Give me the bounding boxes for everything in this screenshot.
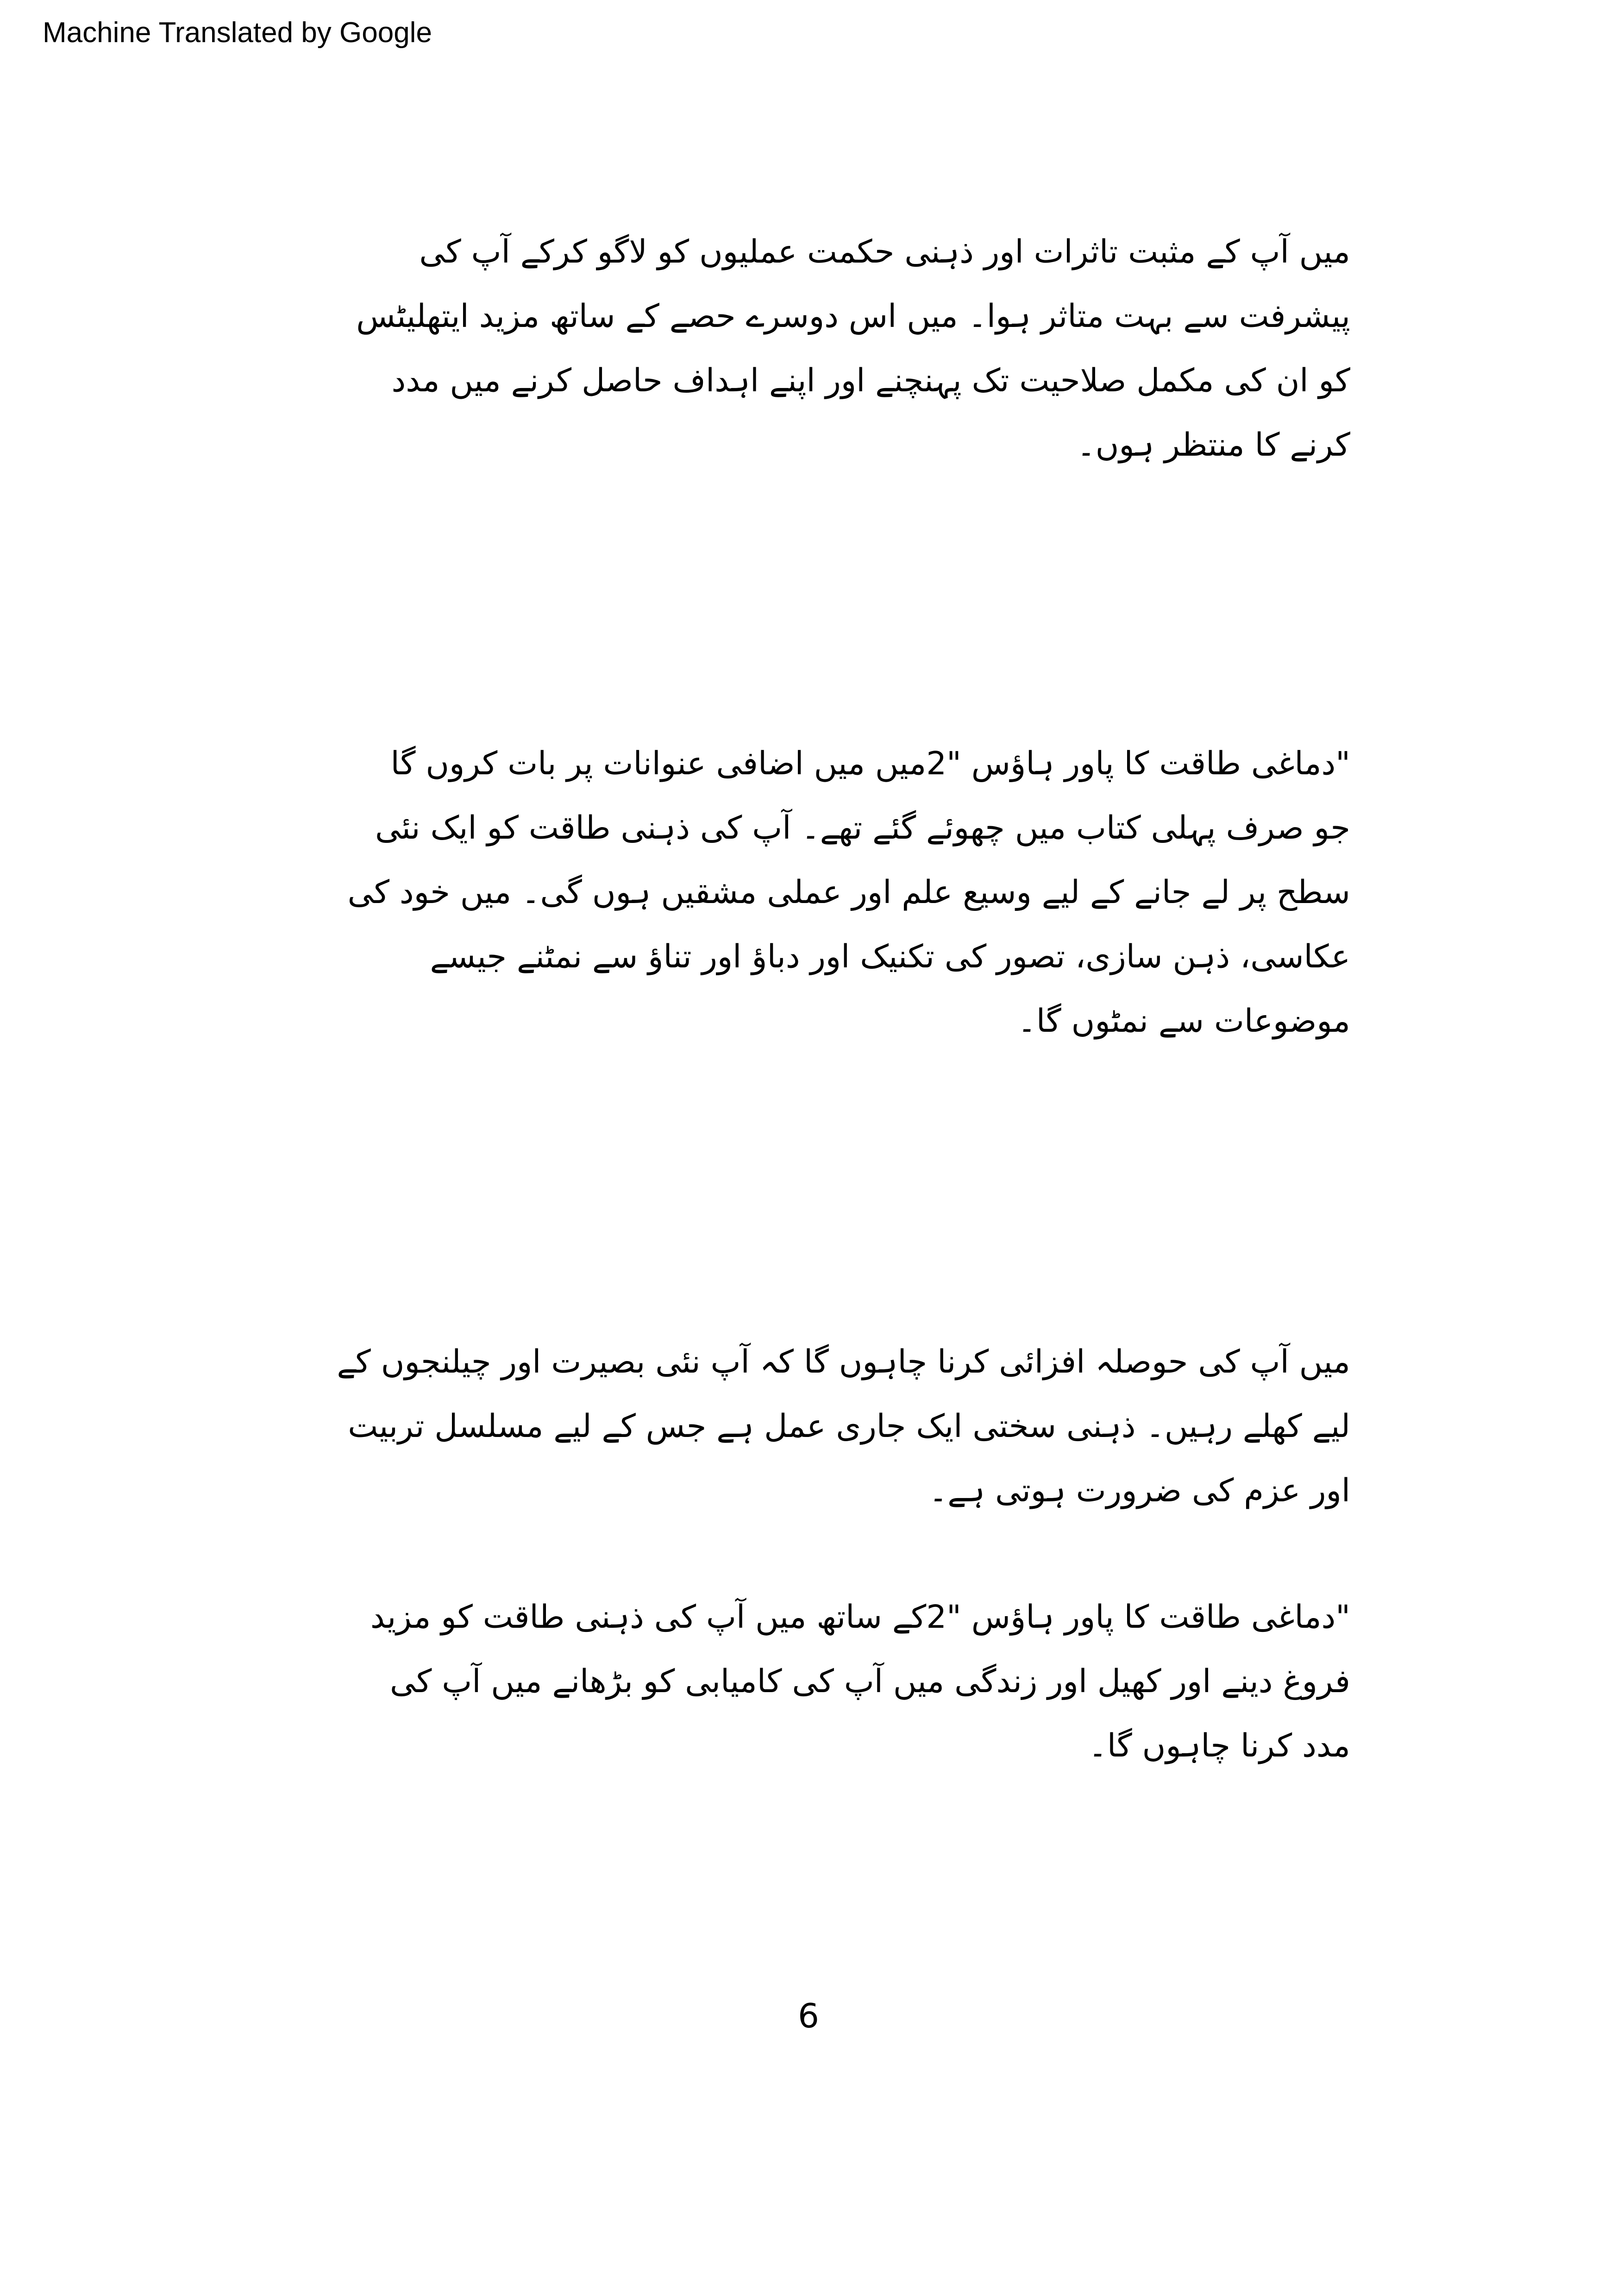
paragraph-line: "دماغی طاقت کا پاور ہاؤس "2میں میں اضافی عنوانات پر بات کروں گا xyxy=(390,745,1350,782)
paragraph-line: موضوعات سے نمٹوں گا۔ xyxy=(1017,1003,1350,1040)
paragraph-line: سطح پر لے جانے کے لیے وسیع علم اور عملی مشقیں ہوں گی۔ میں خود کی xyxy=(347,874,1350,911)
paragraph-line: جو صرف پہلی کتاب میں چھوئے گئے تھے۔ آپ کی ذہنی طاقت کو ایک نئی xyxy=(375,809,1350,847)
paragraph-line: "دماغی طاقت کا پاور ہاؤس "2کے ساتھ میں آپ کی ذہنی طاقت کو مزید xyxy=(370,1599,1350,1636)
paragraph-4 xyxy=(239,1585,1350,1778)
paragraph-line: مدد کرنا چاہوں گا۔ xyxy=(1088,1727,1350,1764)
paragraph-line: اور عزم کی ضرورت ہوتی ہے۔ xyxy=(928,1472,1350,1509)
paragraph-3 xyxy=(239,1330,1350,1523)
paragraph-line: لیے کھلے رہیں۔ ذہنی سختی ایک جاری عمل ہے جس کے لیے مسلسل تربیت xyxy=(348,1408,1350,1445)
paragraph-2 xyxy=(239,732,1350,1054)
paragraph-line: میں آپ کی حوصلہ افزائی کرنا چاہوں گا کہ آپ نئی بصیرت اور چیلنجوں کے xyxy=(337,1343,1350,1380)
paragraph-1 xyxy=(239,220,1350,477)
paragraph-line: میں آپ کے مثبت تاثرات اور ذہنی حکمت عملیوں کو لاگو کرکے آپ کی xyxy=(419,233,1350,270)
paragraph-line: کو ان کی مکمل صلاحیت تک پہنچنے اور اپنے اہداف حاصل کرنے میں مدد xyxy=(391,362,1350,399)
page-number: 6 xyxy=(798,1996,819,2035)
paragraph-line: کرنے کا منتظر ہوں۔ xyxy=(1077,427,1350,464)
paragraph-line: فروغ دینے اور کھیل اور زندگی میں آپ کی کامیابی کو بڑھانے میں آپ کی xyxy=(389,1663,1350,1700)
paragraph-line: پیشرفت سے بہت متاثر ہوا۔ میں اس دوسرے حصے کے ساتھ مزید ایتھلیٹس xyxy=(356,298,1350,335)
machine-translation-banner: Machine Translated by Google xyxy=(43,17,432,49)
paragraph-line: عکاسی، ذہن سازی، تصور کی تکنیک اور دباؤ اور تناؤ سے نمٹنے جیسے xyxy=(430,938,1350,975)
